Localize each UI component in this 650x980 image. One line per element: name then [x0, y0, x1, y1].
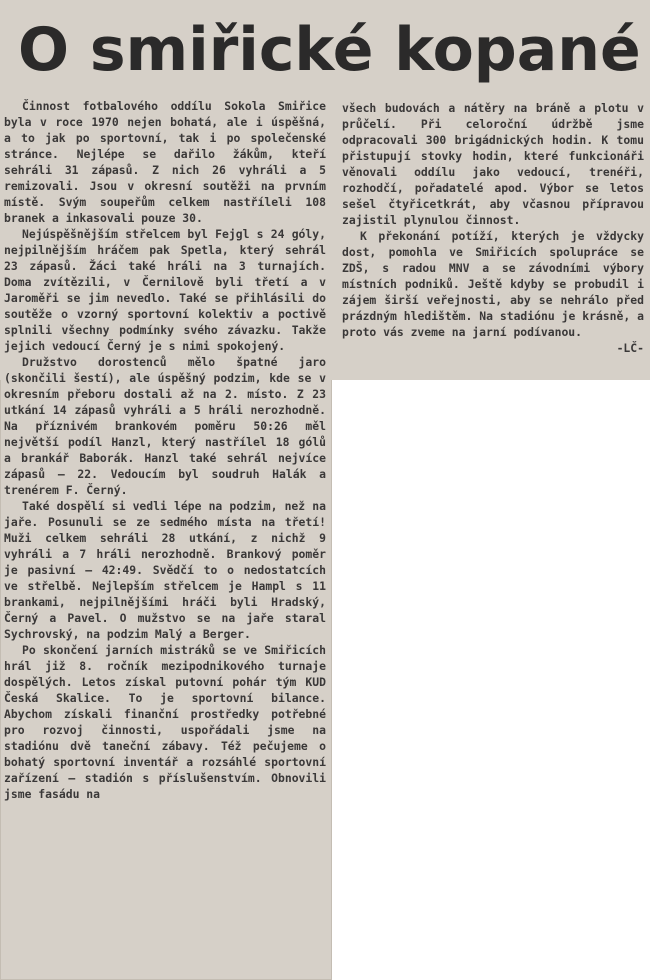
article-column-right [342, 100, 644, 370]
paragraph: Po skončení jarních mistráků se ve Smiřicích hrál již 8. ročník mezipodnikového turnaje dospělých. Letos získal putovní pohár tým KUD Česká Skalice. To je sportovní bilance. Abychom získali finanční prostředky potřebné pro rozvoj činnosti, uspořádali jsme na stadiónu dvě taneční zábavy. Též pečujeme o bohatý sportovní inventář a rozsáhlé sportovní zařízení — stadión s příslušenstvím. Obnovili jsme fasádu na [4, 643, 326, 801]
article-headline: O smiřické kopané [18, 15, 641, 85]
article-column-left [4, 98, 326, 978]
paragraph: Činnost fotbalového oddílu Sokola Smiřice byla v roce 1970 nejen bohatá, ale i úspěšná, a to jak po sportovní, tak i po společenské stránce. Nejlépe se dařilo žákům, kteří sehráli 31 zápasů. Z nich 26 vyhráli a 5 remizovali. Jsou v okresní soutěži na prvním místě. Svým soupeřům celkem nastříleli 108 branek a inkasovali pouze 30. [4, 99, 326, 225]
paragraph: Družstvo dorostenců mělo špatné jaro (skončili šestí), ale úspěšný podzim, kde se v okresním přeboru dostali až na 2. místo. Z 23 utkání 14 zápasů vyhráli a 5 hráli nerozhodně. Na příznivém brankovém poměru 50:26 měl největší podíl Hanzl, který nastřílel 18 gólů a brankář Baborák. Hanzl také sehrál nejvíce zápasů — 22. Vedoucím byl soudruh Halák a trenérem F. Černý. [4, 355, 326, 497]
paragraph: K překonání potíží, kterých je vždycky dost, pomohla ve Smiřicích spolupráce se ZDŠ, s radou MNV a se závodními výbory místních podniků. Ještě kdyby se probudil i zájem širší veřejnosti, aby se nehrálo před prázdným hledištěm. Na stadiónu je krásně, a proto vás zveme na jarní podívanou. [342, 229, 644, 339]
paragraph: Nejúspěšnějším střelcem byl Fejgl s 24 góly, nejpilnějším hráčem pak Spetla, který sehrál 23 zápasů. Žáci také hráli na 3 turnajích. Doma zvítězili, v Černilově byli třetí a v Jaroměři se jim nevedlo. Také se přihlásili do soutěže o vzorný sportovní kolektiv a poctivě splnili všechny podmínky svého závazku. Takže jejich vedoucí Černý je s nimi spokojený. [4, 227, 326, 353]
paragraph: Také dospělí si vedli lépe na podzim, než na jaře. Posunuli se ze sedmého místa na třetí! Muži celkem sehráli 28 utkání, z nichž 9 vyhráli a 7 hráli nerozhodně. Brankový poměr je pasivní — 42:49. Svědčí to o nedostatcích ve střelbě. Nejlepším střelcem je Hampl s 11 brankami, nejpilnějšími hráči byli Hradský, Černý a Pavel. O mužstvo se na jaře staral Sychrovský, na podzim Malý a Berger. [4, 499, 326, 641]
paragraph: všech budovách a nátěry na bráně a plotu v průčelí. Při celoroční údržbě jsme odpracovali 300 brigádnických hodin. K tomu přistupují stovky hodin, které funkcionáři věnovali oddílu jako vedoucí, trenéři, rozhodčí, pořadatelé apod. Výbor se letos sešel čtyřicetkrát, aby včasnou přípravou zajistil plynulou činnost. [342, 101, 644, 227]
author-signature: -LČ- [616, 341, 644, 355]
